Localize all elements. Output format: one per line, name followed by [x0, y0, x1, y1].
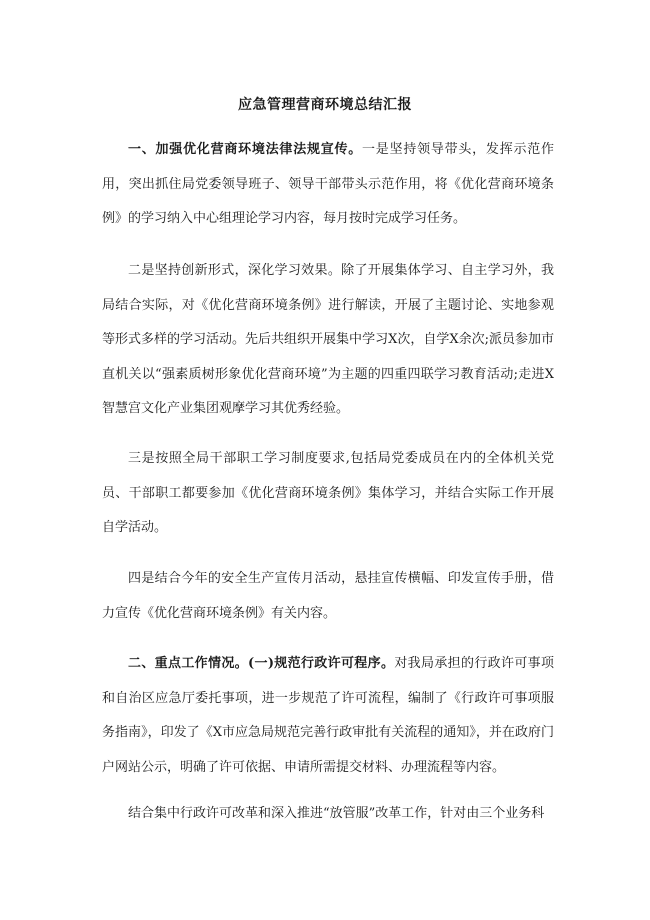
paragraph-6	[102, 797, 554, 832]
paragraph-5-heading: 二、重点工作情况。(一)规范行政许可程序。	[128, 656, 395, 671]
paragraph-6-text: 结合集中行政许可改革和深入推进“放管服”改革工作，针对由三个业务科	[128, 806, 545, 821]
paragraph-2	[102, 254, 554, 427]
paragraph-4	[102, 562, 554, 631]
paragraph-1-heading: 一、加强优化营商环境法律法规宣传。	[128, 142, 363, 157]
document-title: 应急管理营商环境总结汇报	[238, 97, 412, 113]
paragraph-1	[102, 133, 554, 237]
paragraph-5	[102, 647, 554, 785]
paragraph-5-text: 对我局承担的行政许可事项和自治区应急厅委托事项，进一步规范了许可流程，编制了《行政许可事项服务指南》，印发了《X市应急局规范完善行政审批有关流程的通知》，并在政府门户网站公示，明确了许可依据、申请所需提交材料、办理流程等内容。	[102, 656, 554, 775]
paragraph-3-text: 三是按照全局干部职工学习制度要求,包括局党委成员在内的全体机关党员、干部职工都要参加《优化营商环境条例》集体学习，并结合实际工作开展自学活动。	[102, 451, 554, 535]
paragraph-2-text: 二是坚持创新形式，深化学习效果。除了开展集体学习、自主学习外，我局结合实际，对《优化营商环境条例》进行解读，开展了主题讨论、实地参观等形式多样的学习活动。先后共组织开展集中学习X次，自学X余次;派员参加市直机关以“强素质树形象优化营商环境”为主题的四重四联学习教育活动;走进X智慧宫文化产业集团观摩学习其优秀经验。	[102, 263, 554, 416]
paragraph-4-text: 四是结合今年的安全生产宣传月活动，悬挂宣传横幅、印发宣传手册，借力宣传《优化营商环境条例》有关内容。	[102, 571, 554, 621]
paragraph-3	[102, 442, 554, 546]
paragraph-1-text: 一是坚持领导带头，发挥示范作用，突出抓住局党委领导班子、领导干部带头示范作用，将《优化营商环境条例》的学习纳入中心组理论学习内容，每月按时完成学习任务。	[102, 142, 554, 226]
